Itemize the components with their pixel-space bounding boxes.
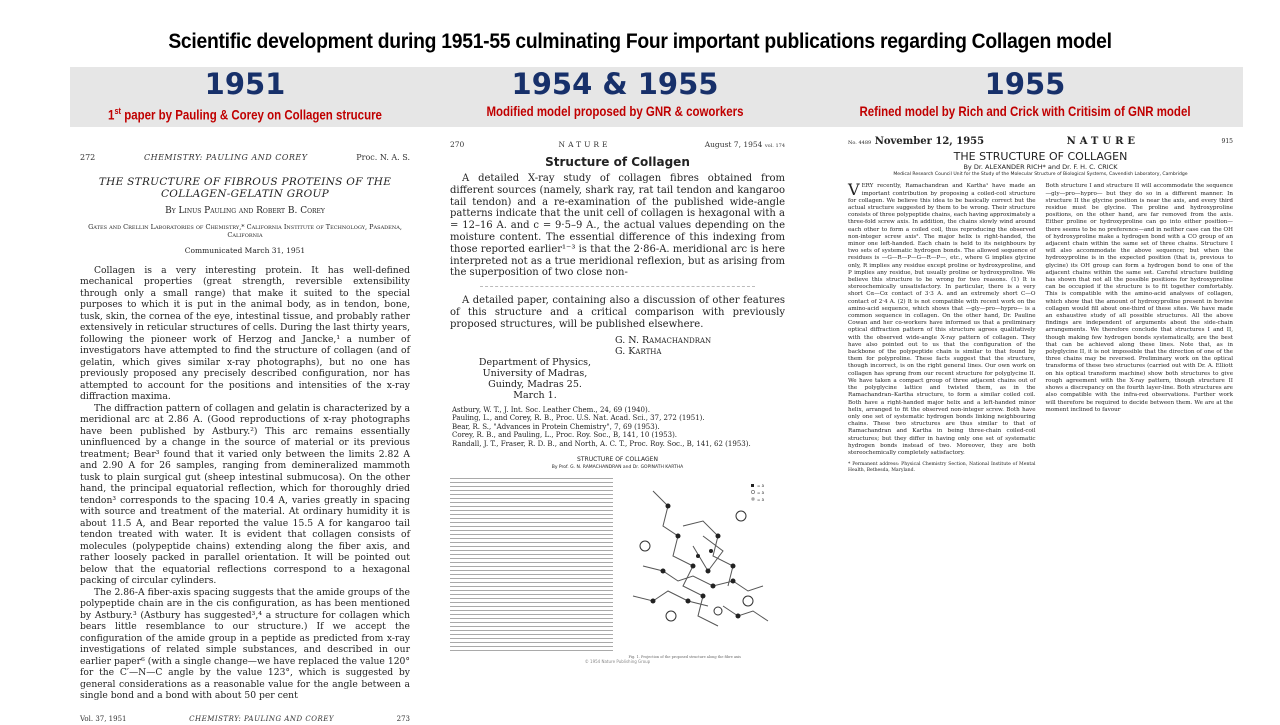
issue-info: No. 4489 November 12, 1955 — [848, 138, 984, 147]
slide-title: Scientific development during 1951-55 culminating Four important publications regarding Collagen model — [51, 30, 1229, 54]
paper-body — [80, 265, 410, 702]
column-header-1951 — [70, 67, 420, 125]
running-head-text: CHEMISTRY: PAULING AND COREY — [144, 152, 308, 164]
divider — [480, 286, 755, 288]
paper-ramachandran-kartha-1954 — [450, 130, 785, 720]
column-text: Both structure I and structure II will accommodate the sequence —gly—pro—hypro— but they do so in a different manner. In structure II the glycine position is near the axis, and every third residue must be glycine. The proline and hydroxyproline positions, on the other hand, are far removed from the axis. Either proline or hydroxyproline can go into either position—there seems to be no preference—and in neither case can the OH of hydroxyproline make a hydrogen bond with a CO group of an adjacent chain within the same set of three chains. Structure I will also accommodate the above sequence; but when the hydroxyproline is in the expected position (that is, previous to glycine) its OH group can form a hydrogen bond to one of the adjacent chains within the same set. Careful structure building has shown that not all the possible positions for hydroxyproline can be occupied if the structure is to fit together comfortably. This is compatible with the amino-acid analyses of collagen, which show that the amount of hydroxyproline present in bovine collagen would fill about one-third of these sites. We have made an exhaustive study of all possible structures. All the above findings are independent of arguments about the side-chain arrangements. We therefore conclude that structures I and II, though making few hydrogen bonds systematically, are the best that can be achieved along these lines. Note that, as in polyglycine II, it is not impossible that the direction of one of the three chains may be reversed. Preliminary work on the optical transforms of these two structures (carried out with Dr. A. Elliott on his optical transform machine) show both structures to give rough agreement with the X-ray pattern, though structure II shows a discrepancy on the fourth layer-line. Both structures are also compatible with the infra-red observations. Further work will therefore be required to decide between them. We are at the moment inclined to favour — [1046, 183, 1234, 412]
scanned-text-column — [450, 476, 613, 651]
paper-title: THE STRUCTURE OF FIBROUS PROTEINS OF THE COLLAGEN-GELATIN GROUP — [80, 176, 410, 201]
article-column-left — [848, 183, 1036, 473]
footer-volume: Vol. 37, 1951 — [80, 714, 127, 725]
paragraph: The diffraction pattern of collagen and gelatin is characterized by a meridional arc at 2.86 A. (Good reproductions of x-ray photographs have been published by Astbury.²) This arc remains essentially uninfluenced by a change in the source of material or its previous treatment; Bear³ found that it varied only between the limits 2.82 A and 2.90 A for 26 samples, ranging from demineralized mammoth tusk to plain surgical gut (sheep intestinal submucosa). On the other hand, the principal equatorial reflection, which for thoroughly dried tendon³ corresponds to the spacing 10.4 A, varies greatly in spacing with source and treatment of the material. At ordinary humidity it is about 11.5 A, and Bear reported the value 15.5 A for kangaroo tail tendon treated with water. It is evident that collagen consists of molecules (polypeptide chains) extending along the fiber axis, and rather loosely packed in parallel orientation. It will be pointed out below that the equatorial reflections correspond to a hexagonal packing of circular cylinders. — [80, 403, 410, 587]
paper-address — [460, 357, 610, 401]
paragraph: Collagen is a very interesting protein. It has well-defined mechanical properties (great strength, reversible extensibility through only a small range) that make it suited to the special purposes to which it is put in the animal body, as in tendon, bone, tusk, skin, the cornea of the eye, intestinal tissue, and probably rather extensively in reticular structures of cells. During the last thirty years, following the pioneer work of Herzog and Jancke,¹ a number of investigators have attempted to find the structure of collagen (and of gelatin, which gives similar x-ray photographs), but no one has previously proposed any precisely described configuration, nor has attempted to account for the positions and intensities of the x-ray diffraction maxima. — [80, 265, 410, 403]
journal-name: NATURE — [559, 140, 611, 149]
journal-name: Proc. N. A. S. — [356, 152, 410, 164]
paper-title: THE STRUCTURE OF COLLAGEN — [848, 153, 1233, 160]
paper-title: Structure of Collagen — [450, 155, 785, 169]
svg-text:= a: = a — [757, 483, 765, 488]
address-line: Department of Physics, — [460, 357, 610, 368]
reference-item: Corey, R. B., and Pauling, L., Proc. Roy. Soc., B, 141, 10 (1953). — [452, 431, 785, 440]
running-header — [450, 140, 785, 149]
article-scan — [450, 476, 785, 651]
issue-date: August 7, 1954 vol. 174 — [705, 140, 785, 149]
year-label: 1951 — [70, 67, 420, 101]
paper-affiliation: Medical Research Council Unit for the Study of the Molecular Structure of Biological Systems, Cavendish Laboratory, Cambridge — [848, 172, 1233, 178]
article-column-right — [1046, 183, 1234, 473]
paper-rich-crick-1955 — [848, 130, 1233, 570]
page-number: 272 — [80, 152, 95, 164]
page-number: 915 — [1222, 138, 1233, 147]
reference-item: Pauling, L., and Corey, R. B., Proc. U.S. Nat. Acad. Sci., 37, 272 (1951). — [452, 414, 785, 423]
journal-name: NATURE — [1067, 138, 1139, 147]
paragraph: The 2.86-A fiber-axis spacing suggests that the amide groups of the polypeptide chain are in the cis configuration, as has been mentioned by Astbury.³ (Astbury has suggested³,⁴ a structure for collagen which bears little resemblance to our structure.) If we accept the configuration of the amide group in a peptide as predicted from x-ray investigations of related simple substances, and described in our earlier paper⁶ (with a single change—we have replaced the value 120° for the C′—N—C angle by the value 123°, which is suggested by general considerations as a reasonable value for the angle between a single bond and a bond with about 50 per cent — [80, 587, 410, 702]
paragraph: A detailed X-ray study of collagen fibres obtained from different sources (namely, shark ray, rat tail tendon and kangaroo tail tendon) and a re-examination of the published wide-angle patterns indicate that the unit cell of collagen is hexagonal with a = 12–16 A. and c = 9·5–9 A., the actual values depending on the moisture content. The essential difference of this indexing from those reported earlier¹⁻³ is that the 2·86-A. meridional arc is here interpreted not as a true meridional reflexion, but as arising from the superposition of two close non- — [450, 173, 785, 279]
footer-page: 273 — [397, 714, 410, 725]
column-header-1955 — [810, 67, 1240, 121]
copyright-footer: © 1954 Nature Publishing Group — [450, 659, 785, 664]
article-columns — [848, 183, 1233, 473]
paper-affiliation: Gates and Crellin Laboratories of Chemistry,* California Institute of Technology, Pasadena, California — [80, 223, 410, 239]
column-subtitle: 1st paper by Pauling & Corey on Collagen strucure — [102, 101, 389, 125]
paper-pauling-corey-1951 — [80, 130, 410, 715]
column-subtitle: Modified model proposed by GNR & coworkers — [463, 101, 766, 121]
year-label: 1954 & 1955 — [430, 67, 800, 101]
svg-text:= a: = a — [757, 490, 765, 495]
running-header — [848, 138, 1233, 147]
paper-authors: By Dr. ALEXANDER RICH* and Dr. F. H. C. CRICK — [848, 163, 1233, 172]
molecular-structure-diagram — [623, 476, 786, 651]
address-line: March 1. — [460, 390, 610, 401]
column-header-1954-1955 — [430, 67, 800, 121]
column-text: ERY recently, Ramachandran and Kartha¹ have made an important contribution by proposing a coiled-coil structure for collagen. We believe this idea to be basically correct but the actual structure suggested by them to be wrong. Their structure consists of three polypeptide chains, each having approximately a three-fold screw axis. In addition, the chains slowly wind around each other to form a coiled coil, thus reproducing the observed non-integer screw axis². The major helix is right-handed, the minor one left-handed. Each chain is held to its neighbours by two sets of systematic hydrogen bonds. The allowed sequence of residues is —G—R—P—G—R—P—, etc., where G implies glycine only, R implies any residue except proline or hydroxyproline, and P implies any residue, but usually proline or hydroxyproline. We believe this structure to be wrong for two reasons. (1) It is stereochemically unsatisfactory. In particular, there is a very short Cα—Cα contact of 3·3 A. and an extremely short C—O contact of 2·4 A. (2) It is not compatible with recent work on the amino-acid sequence, which shows that —gly—pro—hypro— is a common sequence in collagen. On the other hand, Dr. Pauline Cowan and her co-workers have informed us that a preliminary optical diffraction pattern of this structure agrees qualitatively with the observed wide-angle X-ray pattern of collagen. They have also pointed out to us that the configuration of the backbone of the polypeptide chain is similar to that found by them for polyproline. These facts suggest that the structure, though incorrect, is on the right general lines. Our own work on collagen has sprung from our recent structure for polyglycine II. We have taken a compact group of three adjacent chains out of the polyglycine lattice and twisted them, as in the Ramachandran–Kartha structure, to form a similar coiled coil. Both have a right-handed major helix and a left-handed minor helix, arranged to fit the observed non-integer screw. Both have only one set of systematic hydrogen bonds linking neighbouring chains. These two structures are thus similar to that of Ramachandran and Kartha in being three-chain coiled-coil structures; but they differ in having only one set of systematic hydrogen bonds instead of two. Moreover, they are both stereochemically completely satisfactory. — [848, 183, 1036, 456]
section-byline: By Prof. G. N. RAMACHANDRAN and Dr. GOPINATH KARTHA — [450, 465, 785, 470]
svg-text:= a: = a — [757, 497, 765, 502]
reference-item: Bear, R. S., "Advances in Protein Chemistry", 7, 69 (1953). — [452, 423, 785, 432]
reference-item: Randall, J. T., Fraser, R. D. B., and North, A. C. T., Proc. Roy. Soc., B, 141, 62 (1953). — [452, 440, 785, 449]
footnote: * Permanent address: Physical Chemistry Section, National Institute of Mental Health, Bethesda, Maryland. — [848, 462, 1036, 474]
reference-list — [452, 406, 785, 449]
drop-cap: V — [848, 183, 860, 197]
figure-caption: Fig. 1. Projection of the proposed structure along the fibre axis — [623, 655, 786, 659]
footer-running-head: CHEMISTRY: PAULING AND COREY — [189, 714, 334, 725]
running-footer — [80, 714, 410, 725]
year-label: 1955 — [810, 67, 1240, 101]
reference-item: Astbury, W. T., J. Int. Soc. Leather Chem., 24, 69 (1940). — [452, 406, 785, 415]
paper-authors — [615, 335, 785, 357]
communicated-date: Communicated March 31, 1951 — [80, 245, 410, 257]
address-line: Guindy, Madras 25. — [460, 379, 610, 390]
author: G. N. Ramachandran — [615, 335, 785, 346]
paper-authors: By Linus Pauling and Robert B. Corey — [80, 206, 410, 218]
author: G. Kartha — [615, 346, 785, 357]
address-line: University of Madras, — [460, 368, 610, 379]
paragraph: A detailed paper, containing also a discussion of other features of this structure and a critical comparison with previously proposed structures, will be published elsewhere. — [450, 295, 785, 330]
column-subtitle: Refined model by Rich and Crick with Critisim of GNR model — [849, 101, 1202, 121]
running-header — [80, 152, 410, 164]
page-number: 270 — [450, 140, 464, 149]
section-title: STRUCTURE OF COLLAGEN — [450, 456, 785, 463]
